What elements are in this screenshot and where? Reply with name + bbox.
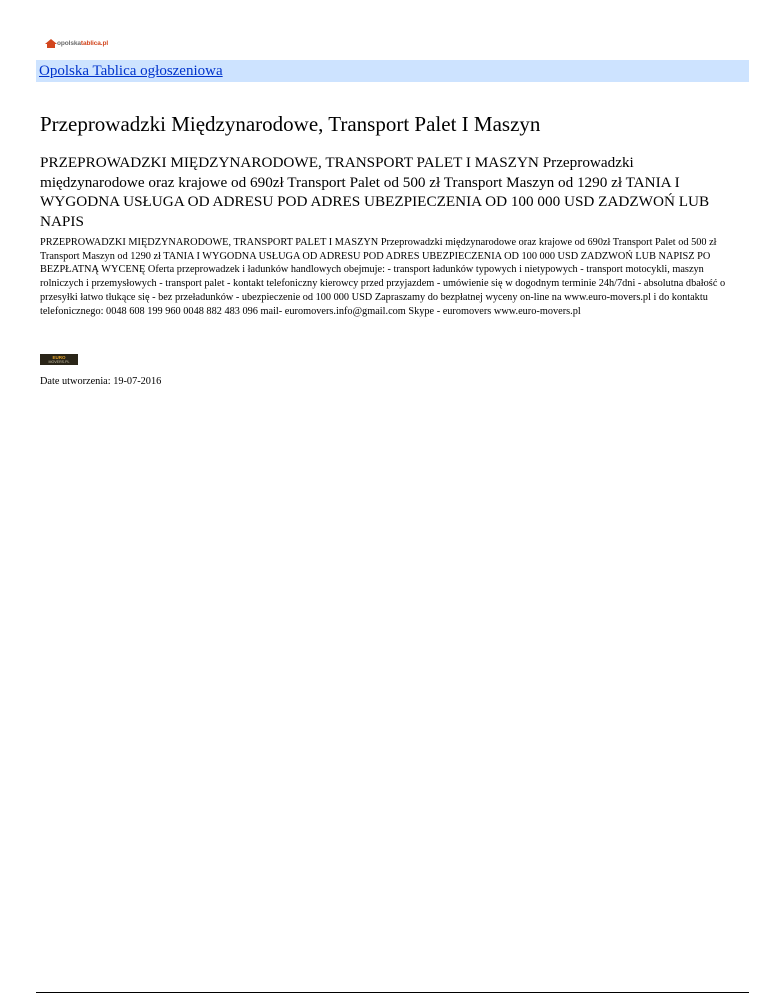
listing-title: Przeprowadzki Międzynarodowe, Transport Palet I Maszyn xyxy=(40,112,541,136)
header-bar xyxy=(36,60,749,82)
logo-text-part2: tablica.pl xyxy=(80,40,109,47)
listing-lead: PRZEPROWADZKI MIĘDZYNARODOWE, TRANSPORT PALET I MASZYN Przeprowadzki międzynarodowe oraz krajowe od 690zł Transport Palet od 500 zł Transport Maszyn od 1290 zł TANIA I WYGODNA USŁUGA OD ADRESU POD ADRES UBEZPIECZENIA OD 100 000 USD ZADZWOŃ LUB NAPIS xyxy=(40,154,710,230)
listing-image-text-2: MOVERS.PL xyxy=(48,360,70,364)
creation-date: Date utworzenia: 19-07-2016 xyxy=(40,376,162,387)
listing-description: PRZEPROWADZKI MIĘDZYNARODOWE, TRANSPORT PALET I MASZYN Przeprowadzki międzynarodowe oraz krajowe od 690zł Transport Palet od 500 zł Transport Maszyn od 1290 zł TANIA I WYGODNA USŁUGA OD ADRESU POD ADRES UBEZPIECZENIA OD 100 000 USD ZADZWOŃ LUB NAPISZ PO BEZPŁATNĄ WYCENĘ Oferta przeprowadzek i ładunków handlowych obejmuje: - transport ładunków typowych i nietypowych - transport motocykli, maszyn rolniczych i przemysłowych - transport palet - kontakt telefoniczny kierowcy przed przyjazdem - umówienie się w dogodnym terminie 24h/7dni - absolutna dbałość o przesyłki łatwo tłukące się - bez przeładunków - ubezpieczenie od 100 000 USD Zapraszamy do bezpłatnej wyceny on-line na www.euro-movers.pl i do kontaktu telefonicznego: 0048 608 199 960 0048 882 483 096 mail- euromovers.info@gmail.com Skype - euromovers www.euro-movers.pl xyxy=(40,237,726,317)
house-logo-icon xyxy=(45,39,56,48)
listing-image-text-1: EURO xyxy=(52,355,66,360)
site-logo[interactable] xyxy=(45,37,108,50)
logo-text xyxy=(57,40,108,47)
listing-image[interactable] xyxy=(40,354,78,365)
footer-divider xyxy=(36,992,749,993)
site-home-link[interactable]: Opolska Tablica ogłoszeniowa xyxy=(39,62,223,79)
logo-text-part1: opolska xyxy=(57,40,81,47)
